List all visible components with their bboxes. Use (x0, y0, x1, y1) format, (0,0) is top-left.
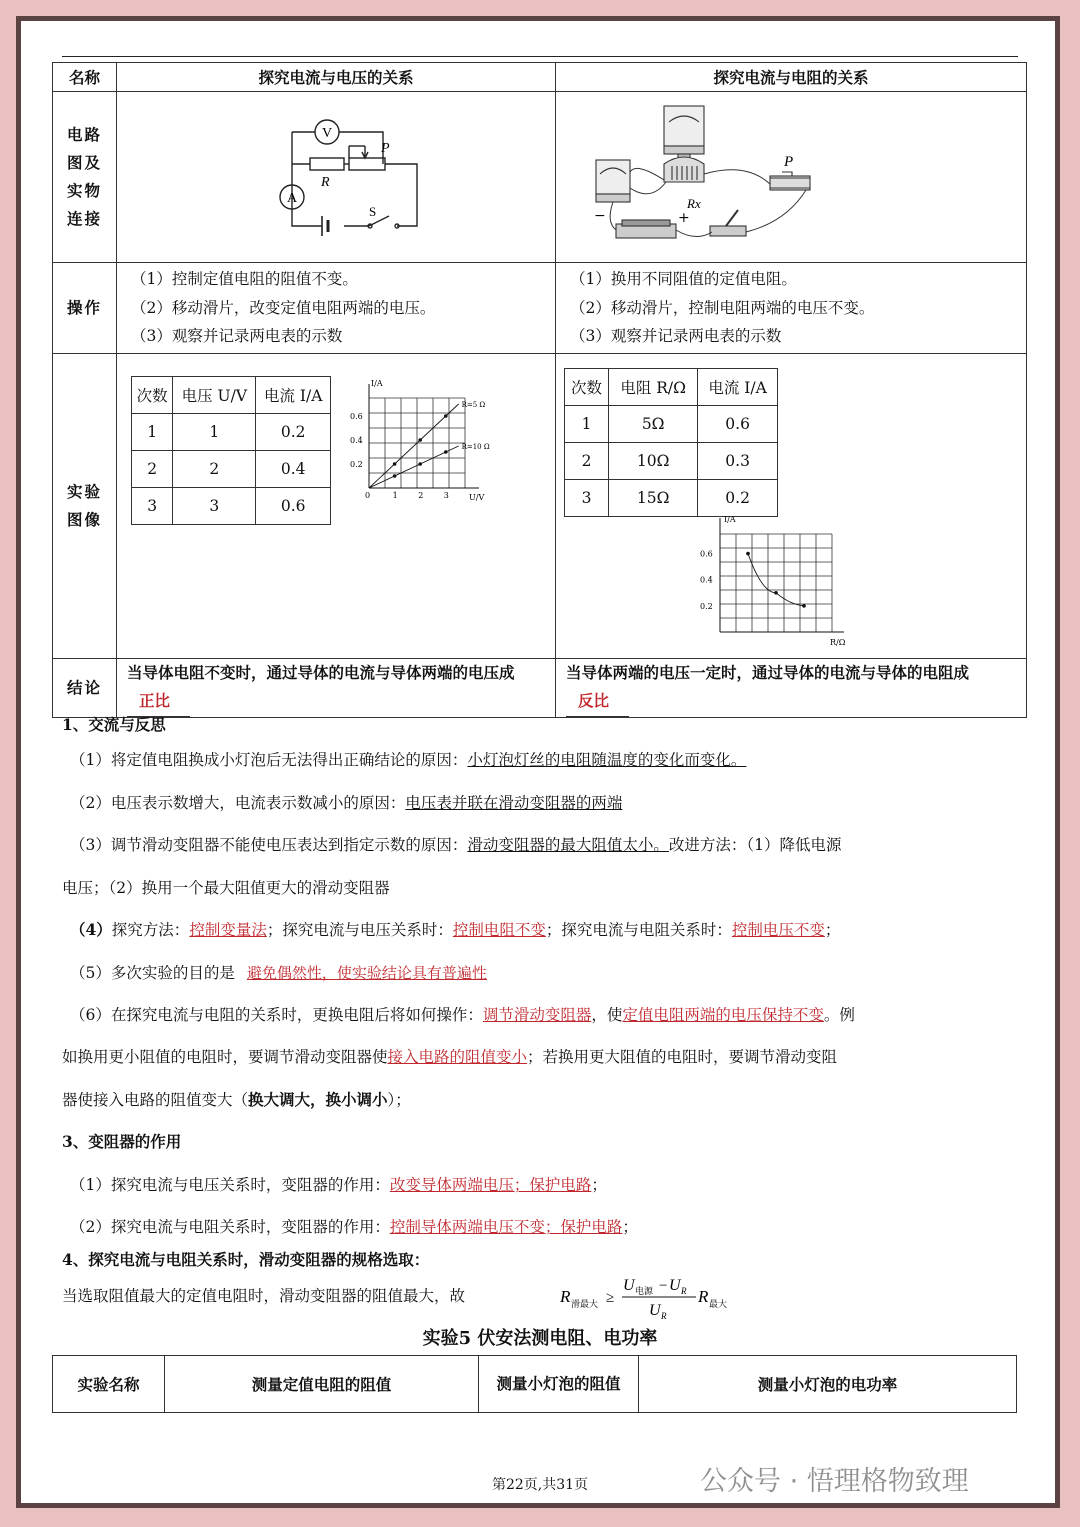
image-left-cell (117, 353, 556, 658)
data-point (802, 604, 806, 608)
data-point (746, 551, 750, 555)
x-axis-label: U/V (469, 492, 485, 502)
svg-text:+: + (678, 210, 690, 226)
item-1-6-line2: 如换用更小阻值的电阻时，要调节滑动变阻器使接入电路的阻值变小；若换用更大阻值的电阻时，要调节滑动变阻 (62, 1048, 838, 1066)
ammeter-label: A (286, 191, 298, 206)
exp5-cell-name: 实验名称 (53, 1356, 165, 1413)
header-name: 名称 (53, 63, 117, 92)
circuit-diagram (117, 92, 554, 261)
exp5-cell-bulb-power: 测量小灯泡的电功率 (639, 1356, 1017, 1413)
series-label: R=10 Ω (461, 442, 490, 451)
comparison-table (52, 62, 1027, 718)
data-point (393, 462, 397, 466)
series-label: R=5 Ω (461, 400, 486, 409)
section-4-title: 4、探究电流与电阻关系时，滑动变阻器的规格选取： (62, 1250, 430, 1269)
conclusion-right: 当导体两端的电压一定时，通过导体的电流与导体的电阻成反比 (556, 658, 1027, 717)
item-1-4: （4）探究方法：控制变量法；探究电流与电压关系时：控制电阻不变；探究电流与电阻关系时：控制电压不变； (70, 920, 841, 939)
exp5-cell-resistor: 测量定值电阻的阻值 (165, 1356, 479, 1413)
watermark: 公众号 · 悟理格物致理 (700, 1466, 969, 1497)
photo-slider-label: P (784, 154, 794, 170)
item-1-2: （2）电压表示数增大，电流表示数减小的原因：电压表并联在滑动变阻器的两端 (70, 794, 623, 812)
item-1-6: （6）在探究电流与电阻的关系时，更换电阻后将如何操作：调节滑动变阻器，使定值电阻两端的电压保持不变。例 (70, 1006, 855, 1024)
table-row: 3 3 0.6 (132, 487, 331, 524)
experiment-5-table (52, 1355, 1017, 1413)
page-number: 第22页,共31页 (491, 1477, 589, 1493)
svg-text:U: U (669, 1277, 681, 1294)
ops-left: （1）控制定值电阻的阻值不变。 （2）移动滑片，改变定值电阻两端的电压。 （3）观察并记录两电表的示数 (117, 263, 556, 354)
apparatus-photo-cell (556, 92, 1027, 263)
y-axis-label: I/A (371, 378, 383, 388)
slider-label: P (381, 141, 390, 156)
svg-text:−: − (594, 208, 606, 224)
data-point (444, 414, 448, 418)
conclusion-left: 当导体电阻不变时，通过导体的电流与导体两端的电压成正比 (117, 658, 556, 717)
series-curve (748, 553, 804, 605)
ops-right: （1）换用不同阻值的定值电阻。 （2）移动滑片，控制电阻两端的电压不变。 （3）观察并记录两电表的示数 (556, 263, 1027, 354)
y-tick-label: 0.6 (700, 549, 713, 559)
table-row: 2 2 0.4 (132, 450, 331, 487)
circuit-diagram-cell (117, 92, 556, 263)
svg-text:U: U (649, 1302, 661, 1319)
item-1-3: （3）调节滑动变阻器不能使电压表达到指定示数的原因：滑动变阻器的最大阻值太小。改进方法：（1）降低电源 (70, 836, 842, 854)
row-label-conclusion: 结论 (53, 658, 117, 717)
svg-text:−: − (659, 1278, 668, 1294)
section-3-title: 3、变阻器的作用 (62, 1132, 182, 1151)
item-1-5: （5）多次实验的目的是 避免偶然性，使实验结论具有普遍性 (70, 964, 487, 982)
resistor-label: R (321, 175, 330, 190)
table-row: 1 1 0.2 (132, 413, 331, 450)
row-label-ops: 操作 (53, 263, 117, 354)
voltmeter-label: V (321, 126, 333, 141)
table-row: 1 5Ω 0.6 (565, 405, 778, 442)
svg-text:U: U (623, 1277, 635, 1294)
svg-text:R: R (681, 1286, 687, 1296)
x-tick-label: 3 (443, 490, 449, 500)
x-tick-label: 2 (418, 490, 424, 500)
y-tick-label: 0.4 (700, 575, 713, 585)
y-tick-label: 0.4 (350, 435, 363, 445)
data-point (774, 591, 778, 595)
image-right-cell (556, 353, 1027, 658)
svg-text:最大: 最大 (709, 1300, 728, 1310)
svg-text:R: R (698, 1287, 709, 1306)
x-axis-label: R/Ω (830, 637, 846, 647)
svg-text:R: R (661, 1311, 667, 1321)
row-label-circuit: 电路 图及 实物 连接 (53, 92, 117, 263)
data-point (393, 474, 397, 478)
y-tick-label: 0.2 (700, 601, 713, 611)
header-resistance: 探究电流与电阻的关系 (556, 63, 1027, 92)
data-point (418, 462, 422, 466)
data-point (418, 438, 422, 442)
section-1-title: 1、交流与反思 (62, 715, 166, 734)
ir-chart (692, 510, 892, 660)
svg-text:电源: 电源 (635, 1287, 654, 1297)
item-3-2: （2）探究电流与电阻关系时，变阻器的作用：控制导体两端电压不变；保护电路； (70, 1218, 638, 1236)
row-label-image: 实验 图像 (53, 353, 117, 658)
data-point (444, 450, 448, 454)
section-4-text: 当选取阻值最大的定值电阻时，滑动变阻器的阻值最大，故 (62, 1287, 466, 1305)
photo-resistor-label: Rx (687, 196, 701, 211)
switch-label: S (369, 204, 377, 219)
svg-text:≥: ≥ (606, 1290, 615, 1306)
table-row: 2 10Ω 0.3 (565, 442, 778, 479)
x-tick-label: 1 (392, 490, 398, 500)
header-rule (62, 56, 1018, 57)
y-axis-label: I/A (724, 514, 736, 524)
voltage-data-table: 次数 电压 U/V 电流 I/A 1 1 0.2 2 2 0.4 3 3 0.6 (131, 376, 331, 525)
item-3-1: （1）探究电流与电压关系时，变阻器的作用：改变导体两端电压；保护电路； (70, 1176, 607, 1194)
svg-text:滑最大: 滑最大 (571, 1300, 599, 1310)
iu-chart (347, 372, 537, 522)
svg-text:R: R (560, 1287, 571, 1306)
apparatus-illustration (556, 92, 1025, 261)
exp5-cell-bulb-resistance: 测量小灯泡的阻值 (479, 1356, 639, 1413)
header-voltage: 探究电流与电压的关系 (117, 63, 556, 92)
y-tick-label: 0.2 (350, 459, 363, 469)
item-1-6-line3: 器使接入电路的阻值变大（换大调大，换小调小）； (62, 1090, 411, 1109)
y-tick-label: 0.6 (350, 411, 363, 421)
origin-tick: 0 (365, 490, 371, 500)
rheostat-formula (556, 1272, 756, 1322)
item-1-3-line2: 电压；（2）换用一个最大阻值更大的滑动变阻器 (62, 879, 390, 897)
resistance-data-table: 次数 电阻 R/Ω 电流 I/A 1 5Ω 0.6 2 10Ω 0.3 3 15Ω 0.2 (564, 368, 778, 517)
table-row: 3 15Ω 0.2 (565, 479, 778, 516)
experiment-5-title: 实验5 伏安法测电阻、电功率 (422, 1328, 658, 1349)
item-1-1: （1）将定值电阻换成小灯泡后无法得出正确结论的原因：小灯泡灯丝的电阻随温度的变化而变化。 (70, 751, 747, 769)
